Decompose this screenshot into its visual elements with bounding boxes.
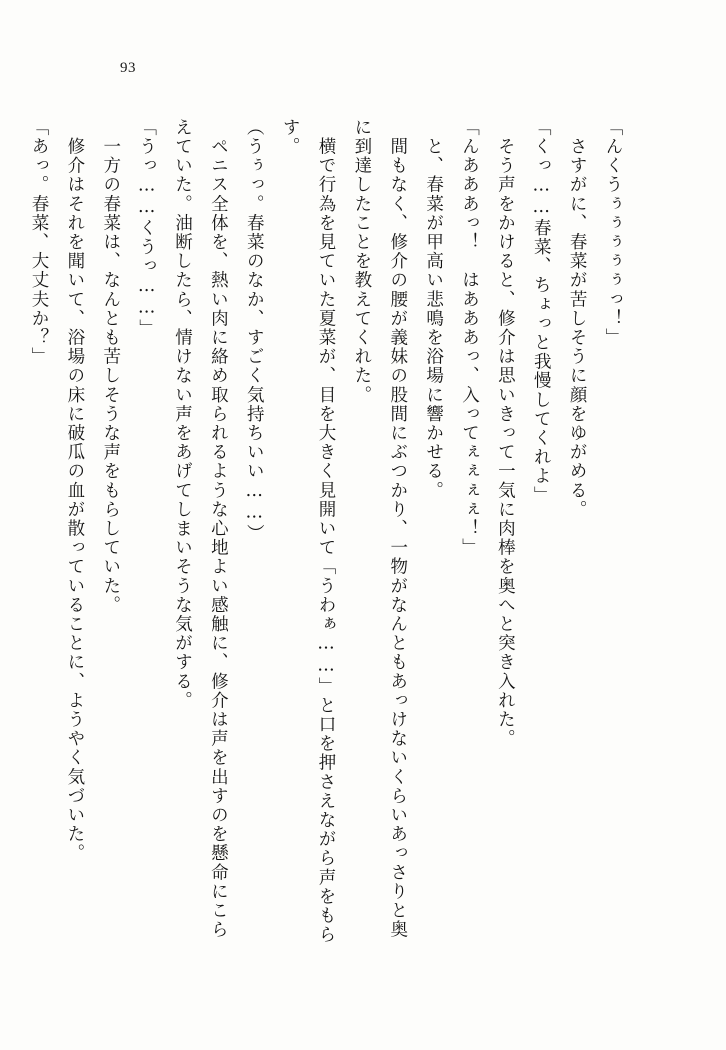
page-number: 93 [120, 60, 136, 76]
paragraph: 「うっ……くうっ……」 [136, 118, 157, 339]
paragraph: 「あっ。春菜、大丈夫か？」 [29, 118, 49, 367]
paragraph: 間もなく、修介の腰が義妹の股間にぶつかり、一物がなんともあっけないくらいあっさりと奥に到達したことを教えてくれた。 [351, 118, 408, 940]
paragraph: ペニス全体を、熱い肉に絡め取られるような心地よい感触に、修介は声を出すのを懸命にこらえていた。油断したら、情けない声をあげてしまいそうな気がする。 [172, 118, 229, 940]
paragraph: 横で行為を見ていた夏菜が、目を大きく見開いて「うわぁ……」と口を押さえながら声をもらす。 [280, 118, 336, 945]
paragraph: 「んくうぅぅぅぅぅっ！」 [603, 118, 623, 348]
paragraph: さすがに、春菜が苦しそうに顔をゆがめる。 [567, 118, 588, 520]
paragraph: 「くっ……春菜、ちょっと我慢してくれよ」 [531, 118, 552, 505]
paragraph: （うぅっ。春菜のなか、すごく気持ちいい……） [244, 118, 265, 544]
main-text-block [29, 118, 630, 948]
paragraph: 修介はそれを聞いて、浴場の床に破瓜の血が散っていることに、ようやく気づいた。 [64, 118, 85, 863]
paragraph: と、春菜が甲高い悲鳴を浴場に響かせる。 [423, 118, 444, 500]
paragraph: そう声をかけると、修介は思いきって一気に肉棒を奥へと突き入れた。 [495, 118, 516, 749]
paragraph: 一方の春菜は、なんとも苦しそうな声をもらしていた。 [100, 118, 121, 615]
paragraph: 「んあああっ！ はあああっ、入ってぇぇぇぇ！」 [459, 118, 480, 558]
